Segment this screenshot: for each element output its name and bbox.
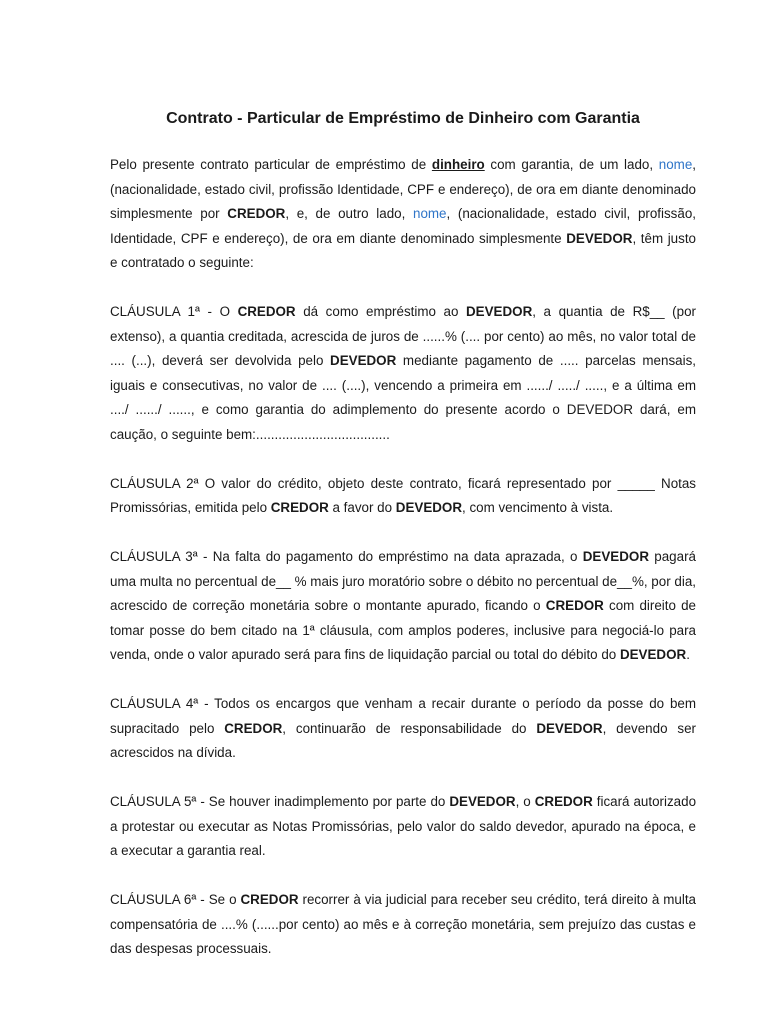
nome-link-1[interactable]: nome bbox=[658, 157, 693, 172]
clause-text: pagará uma multa no percentual de__ % mais juro moratório sobre o débito no percentual de__%, por dia, acrescido de correção monetária sobre o montante apurado, ficando o bbox=[110, 549, 696, 613]
term-devedor: DEVEDOR bbox=[582, 549, 649, 564]
clause-text: CLÁUSULA 6ª - Se o bbox=[110, 892, 241, 907]
intro-text: , têm justo e contratado o seguinte: bbox=[110, 230, 696, 270]
clause-text: , devendo ser acrescidos na dívida. bbox=[110, 720, 696, 760]
clause-text: a favor do bbox=[328, 500, 396, 515]
clause-text: CLÁUSULA 3ª - Na falta do pagamento do empréstimo na data aprazada, o bbox=[110, 549, 583, 564]
term-credor: CREDOR bbox=[227, 206, 286, 221]
term-devedor: DEVEDOR bbox=[449, 794, 516, 809]
clause-text: CLÁUSULA 5ª - Se houver inadimplemento por parte do bbox=[110, 794, 450, 809]
term-credor: CREDOR bbox=[224, 720, 283, 736]
nome-link-2[interactable]: nome bbox=[413, 206, 447, 221]
intro-paragraph bbox=[110, 153, 696, 276]
term-devedor: DEVEDOR bbox=[466, 304, 533, 319]
intro-text: com garantia, de um lado, bbox=[484, 157, 659, 172]
clause-4 bbox=[110, 692, 696, 766]
clause-text: CLÁUSULA 2ª O valor do crédito, objeto deste contrato, ficará representado por _____ Notas Promissórias, emitida pelo bbox=[110, 475, 696, 515]
term-credor: CREDOR bbox=[240, 892, 299, 907]
clause-text: dá como empréstimo ao bbox=[295, 304, 467, 319]
intro-text: , (nacionalidade, estado civil, profissão, Identidade, CPF e endereço), de ora em diante denominado simplesmente bbox=[110, 206, 696, 246]
clause-3 bbox=[110, 545, 696, 668]
clause-5 bbox=[110, 790, 696, 864]
term-credor: CREDOR bbox=[270, 500, 329, 515]
document-page bbox=[110, 96, 696, 962]
clause-text: CLÁUSULA 1ª - O bbox=[110, 304, 238, 319]
dinheiro-link[interactable]: dinheiro bbox=[431, 157, 485, 172]
clause-2 bbox=[110, 472, 696, 521]
clause-text: , com vencimento à vista. bbox=[462, 500, 614, 515]
clause-text: , a quantia de R$__ (por extenso), a quantia creditada, acrescida de juros de ......% (.... por cento) ao mês, no valor total de .... (...), deverá ser devolvida pelo bbox=[110, 304, 696, 368]
term-devedor: DEVEDOR bbox=[619, 647, 687, 662]
clause-text: CLÁUSULA 4ª - Todos os encargos que venham a recair durante o período da posse do bem supracitado pelo bbox=[110, 696, 696, 736]
clause-1 bbox=[110, 300, 696, 447]
clause-text: recorrer à via judicial para receber seu crédito, terá direito à multa compensatória de ....% (......por cento) ao mês e à correção monetária, sem prejuízo das custas e das despesas processuais. bbox=[110, 892, 696, 956]
clause-text: , o bbox=[515, 794, 535, 809]
clause-text: . bbox=[686, 647, 690, 662]
term-devedor: DEVEDOR bbox=[395, 500, 463, 515]
clause-text: mediante pagamento de ..... parcelas mensais, iguais e consecutivas, no valor de .... (....), vencendo a primeira em ....../ ...../ ....., e a última em ..../ ....../ ......, e como garantia do adimplemento do presente acordo o DEVEDOR dará, em caução, o seguinte bem:.................................... bbox=[110, 353, 696, 442]
intro-text: Pelo presente contrato particular de empréstimo de bbox=[110, 157, 432, 172]
intro-text: , e, de outro lado, bbox=[285, 206, 413, 221]
term-credor: CREDOR bbox=[534, 794, 593, 809]
term-devedor: DEVEDOR bbox=[330, 353, 397, 368]
intro-text: , (nacionalidade, estado civil, profissão Identidade, CPF e endereço), de ora em diante denominado simplesmente por bbox=[110, 157, 696, 221]
document-title: Contrato - Particular de Empréstimo de Dinheiro com Garantia bbox=[166, 110, 640, 127]
term-devedor: DEVEDOR bbox=[566, 230, 633, 246]
clause-text: ficará autorizado a protestar ou executar as Notas Promissórias, pelo valor do saldo devedor, apurado na época, e a executar a garantia real. bbox=[110, 794, 697, 858]
term-credor: CREDOR bbox=[545, 598, 604, 613]
term-credor: CREDOR bbox=[237, 304, 296, 319]
clause-6 bbox=[110, 888, 696, 962]
clause-text: com direito de tomar posse do bem citado na 1ª cláusula, com amplos poderes, inclusive para negociá-lo para venda, onde o valor apurado será para fins de liquidação parcial ou total do débito do bbox=[110, 598, 696, 662]
term-devedor: DEVEDOR bbox=[536, 720, 603, 736]
clause-text: , continuarão de responsabilidade do bbox=[282, 720, 537, 736]
